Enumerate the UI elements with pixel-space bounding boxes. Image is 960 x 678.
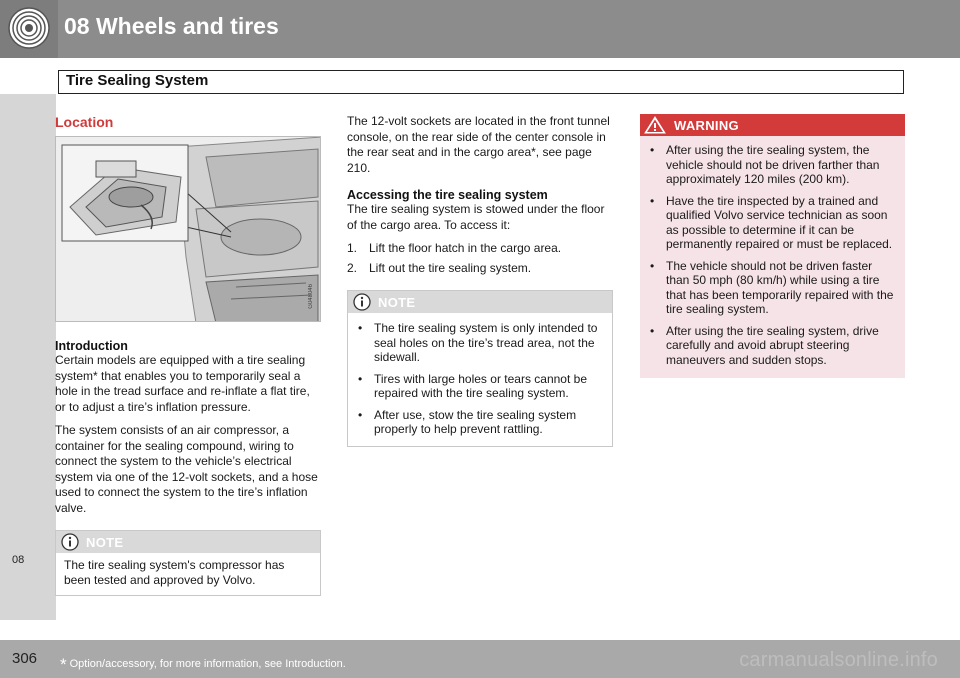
sockets-paragraph: The 12-volt sockets are located in the front tunnel console, on the rear side of the center console in the rear seat and in the cargo area*, see page 210. xyxy=(347,114,610,175)
note-box-sealing-limits xyxy=(347,290,613,447)
chapter-title: 08 Wheels and tires xyxy=(64,13,279,39)
access-steps-list xyxy=(347,241,613,276)
warning-header xyxy=(640,114,905,136)
list-item: • The tire sealing system is only intended to seal holes on the tire’s tread area, not the sidewall. xyxy=(350,321,604,365)
column-left xyxy=(55,114,321,596)
page-footer xyxy=(0,640,960,678)
warning-body xyxy=(640,136,905,378)
list-item: • The vehicle should not be driven faster than 50 mph (80 km/h) while using a tire that has been temporarily repaired with the tire sealing system. xyxy=(642,259,897,317)
accessing-paragraph: The tire sealing system is stowed under the floor of the cargo area. To access it: xyxy=(347,202,605,232)
introduction-paragraph-1: Certain models are equipped with a tire sealing system* that enables you to temporarily seal a hole in the tread surface and re-inflate a flat tire, or to adjust a tire’s inflation pressure. xyxy=(55,353,310,414)
note-body xyxy=(56,553,320,595)
footer-note-text: Option/accessory, for more information, see Introduction. xyxy=(69,658,346,670)
warning-triangle-icon xyxy=(644,116,666,134)
watermark: carmanualsonline.info xyxy=(739,649,938,671)
column-middle xyxy=(347,114,613,447)
info-icon xyxy=(353,293,371,311)
note-header xyxy=(348,291,612,313)
side-tab-label: 08 xyxy=(12,554,25,566)
accessing-heading: Accessing the tire sealing system xyxy=(347,188,548,202)
list-item: • After use, stow the tire sealing system properly to help prevent rattling. xyxy=(350,408,604,437)
note-header xyxy=(56,531,320,553)
tire-sealing-kit-location-image xyxy=(56,137,321,322)
column-right xyxy=(640,114,905,378)
page-number: 306 xyxy=(12,650,38,667)
volvo-logo xyxy=(0,0,58,58)
warning-box xyxy=(640,114,905,378)
introduction-paragraph-2: The system consists of an air compressor, a container for the sealing compound, wiring to connect the system to the vehicle’s electrical system via one of the 12-volt sockets, and a hose used to connect the system to the tire’s inflation valve. xyxy=(55,423,318,515)
note-title: NOTE xyxy=(86,535,124,550)
list-item: 1. Lift the floor hatch in the cargo area. xyxy=(347,241,562,255)
note-box-compressor xyxy=(55,530,321,596)
warning-title: WARNING xyxy=(674,118,739,133)
list-item: 2. Lift out the tire sealing system. xyxy=(347,260,532,275)
section-title: Tire Sealing System xyxy=(66,72,209,89)
tire-icon xyxy=(7,6,51,50)
note-text: The tire sealing system's compressor has been tested and approved by Volvo. xyxy=(64,558,285,587)
note-title: NOTE xyxy=(378,295,416,310)
list-item: • Tires with large holes or tears cannot be repaired with the tire sealing system. xyxy=(350,372,604,401)
chapter-side-tab xyxy=(0,94,56,620)
info-icon xyxy=(61,533,79,551)
figure-code: G048046 xyxy=(308,284,314,309)
location-heading: Location xyxy=(55,114,114,130)
section-header xyxy=(58,70,904,94)
note-body xyxy=(348,313,612,446)
asterisk: * xyxy=(60,655,67,674)
list-item: • After using the tire sealing system, the vehicle should not be driven farther than approximately 120 miles (200 km). xyxy=(642,143,897,187)
list-item: • Have the tire inspected by a trained and qualified Volvo service technician as soon as possible to determine if it can be permanently repaired or must be replaced. xyxy=(642,194,897,252)
page-number-box xyxy=(0,640,52,678)
warning-bullet-list xyxy=(642,143,897,367)
note-bullet-list xyxy=(350,321,604,437)
cargo-area-illustration xyxy=(55,136,321,322)
introduction-heading: Introduction xyxy=(55,339,128,353)
chapter-header xyxy=(0,0,960,58)
footer-note xyxy=(60,652,346,672)
list-item: • After using the tire sealing system, drive carefully and avoid abrupt steering maneuvers and sudden stops. xyxy=(642,324,897,368)
